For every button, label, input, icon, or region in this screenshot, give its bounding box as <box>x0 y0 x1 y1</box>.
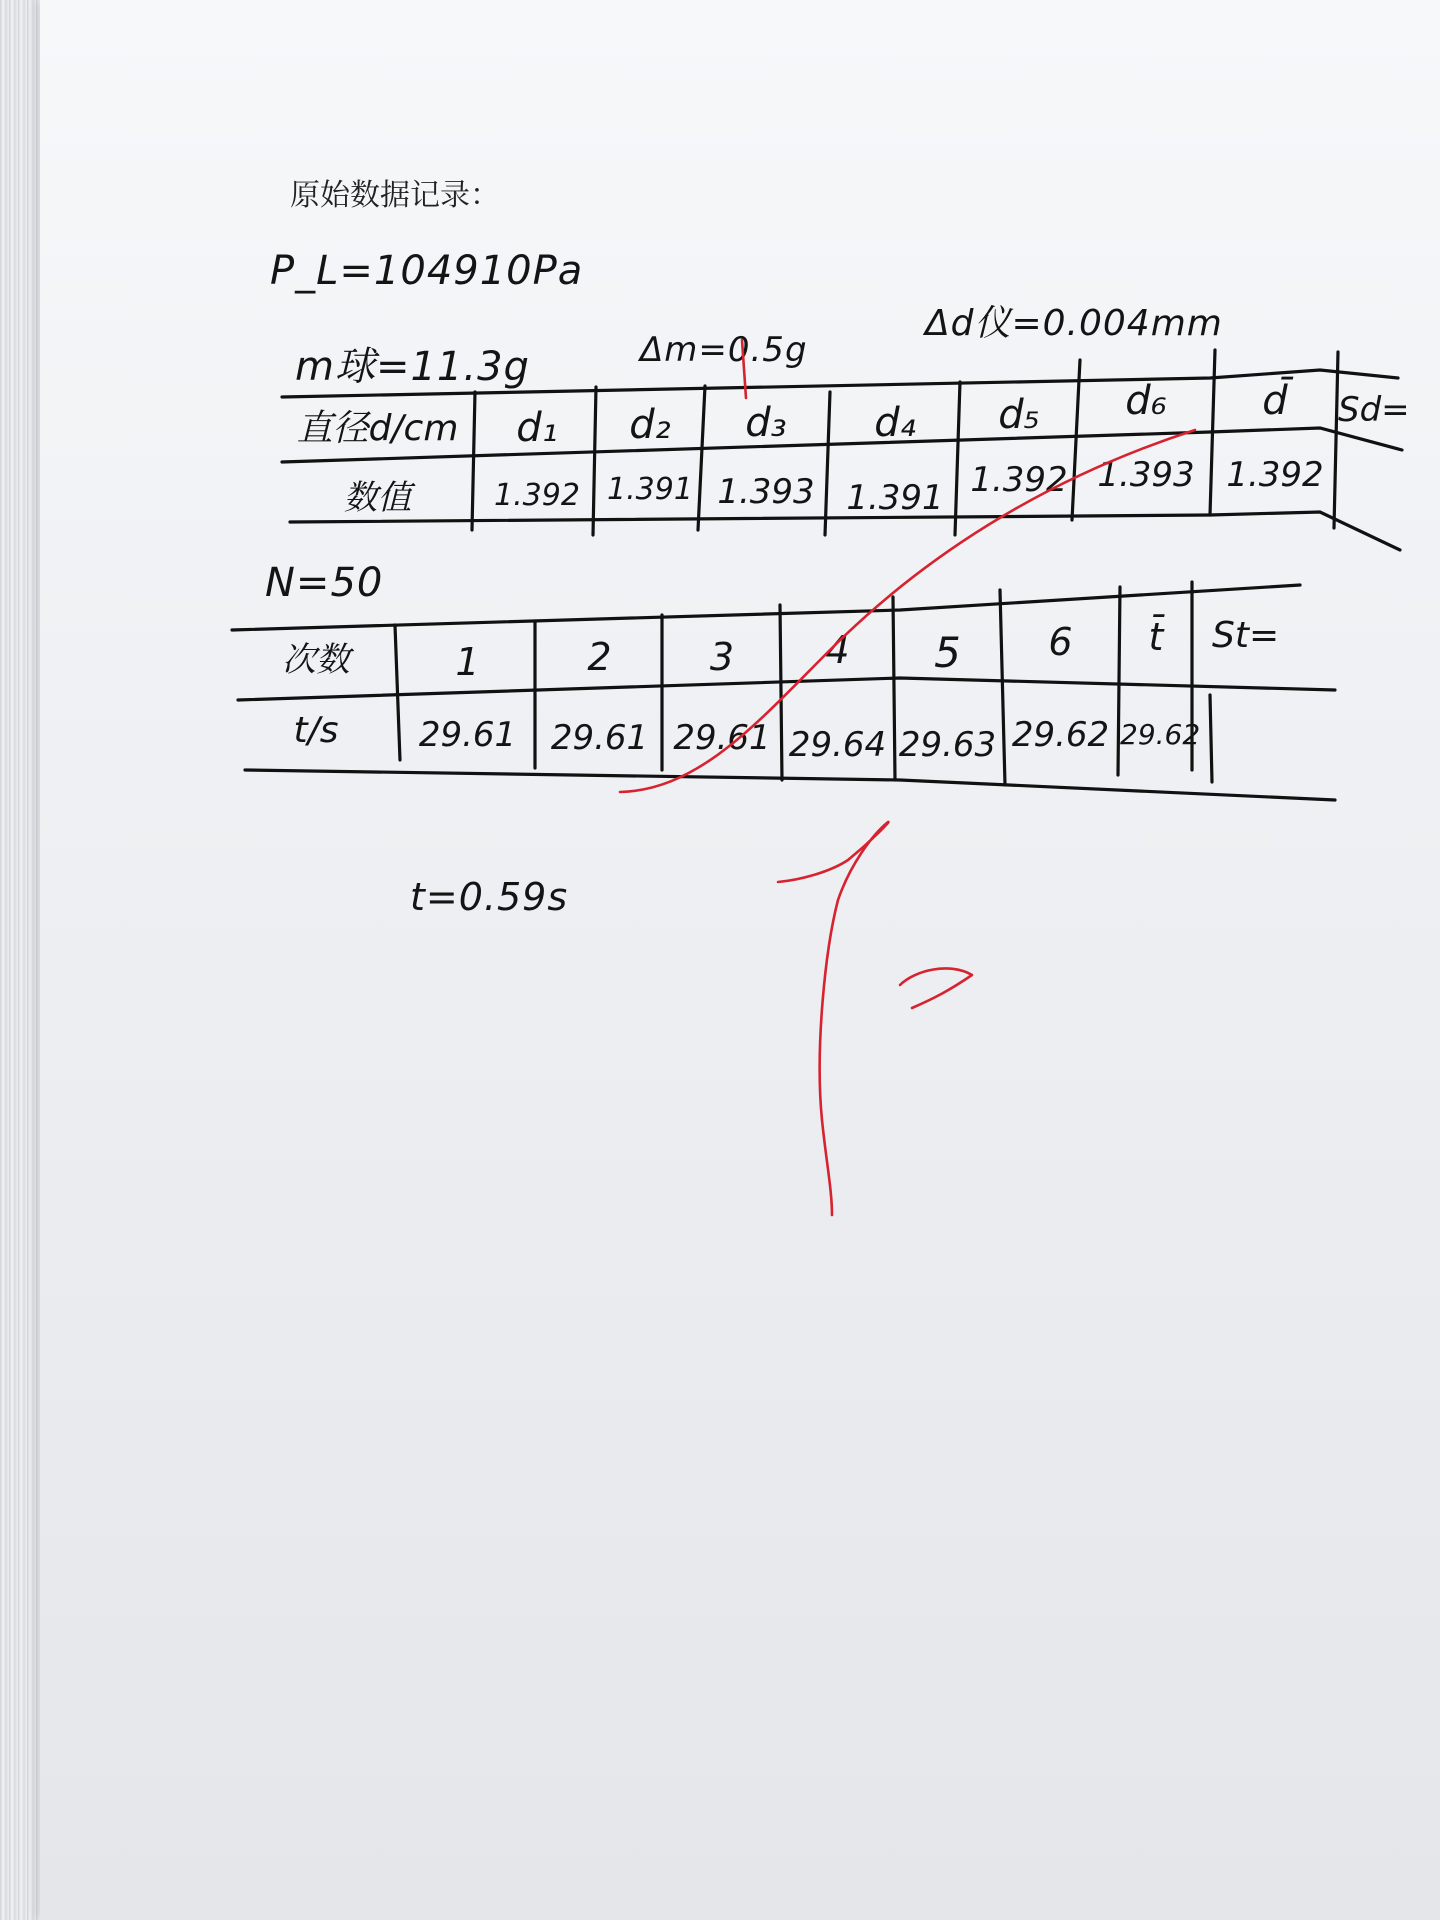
diameter-value-d4: 1.391 <box>846 478 944 518</box>
diameter-header-d2: d₂ <box>629 402 671 448</box>
diameter-value-d2: 1.391 <box>607 472 693 507</box>
diameter-row-label: 数值 <box>343 478 412 518</box>
diameter-value-d5: 1.392 <box>970 460 1068 500</box>
diameter-header-mean: d̄ <box>1262 378 1288 424</box>
diameter-value-d6: 1.393 <box>1097 455 1195 495</box>
time-value-4: 29.64 <box>788 725 887 765</box>
time-row-label: t/s <box>293 710 339 751</box>
time-header-6: 6 <box>1048 620 1073 664</box>
ball-mass-value: m球=11.3g <box>295 344 530 390</box>
time-header-mean: t̄ <box>1148 615 1164 659</box>
diameter-header-d3: d₃ <box>745 400 787 446</box>
diameter-header-std: Sd= <box>1338 390 1410 430</box>
red-tick-mark <box>742 340 746 398</box>
time-value-5: 29.63 <box>898 725 997 765</box>
diameter-header-d4: d₄ <box>874 400 916 446</box>
red-digit-2 <box>900 968 972 1008</box>
page-heading: 原始数据记录： <box>290 178 500 213</box>
time-value-6: 29.62 <box>1011 715 1110 755</box>
mass-uncertainty-value: Δm=0.5g <box>640 330 808 370</box>
diameter-value-d1: 1.392 <box>494 478 580 513</box>
time-header-std: St= <box>1212 615 1280 656</box>
diameter-value-d3: 1.393 <box>717 472 815 512</box>
time-value-1: 29.61 <box>418 715 517 755</box>
diameter-header-d6: d₆ <box>1125 378 1167 424</box>
red-strike-line <box>620 430 1201 792</box>
red-letter-f <box>778 822 888 1215</box>
diameter-header-label: 直径d/cm <box>296 408 459 449</box>
time-header-1: 1 <box>455 640 480 684</box>
time-value-3: 29.61 <box>673 718 771 758</box>
time-value-mean: 29.62 <box>1120 718 1201 751</box>
diameter-header-d1: d₁ <box>516 405 558 451</box>
time-header-label: 次数 <box>282 640 350 680</box>
time-value-2: 29.61 <box>550 718 649 758</box>
time-header-2: 2 <box>587 635 612 679</box>
time-header-5: 5 <box>934 628 961 677</box>
diameter-value-mean: 1.392 <box>1226 455 1324 495</box>
pressure-value: P_L=104910Pa <box>270 248 584 294</box>
diameter-header-d5: d₅ <box>998 392 1040 438</box>
time-header-4: 4 <box>825 628 850 672</box>
time-header-3: 3 <box>709 635 735 679</box>
instrument-uncertainty-value: Δd仪=0.004mm <box>925 303 1223 344</box>
period-value: t=0.59s <box>410 875 569 919</box>
number-of-periods: N=50 <box>265 560 384 606</box>
